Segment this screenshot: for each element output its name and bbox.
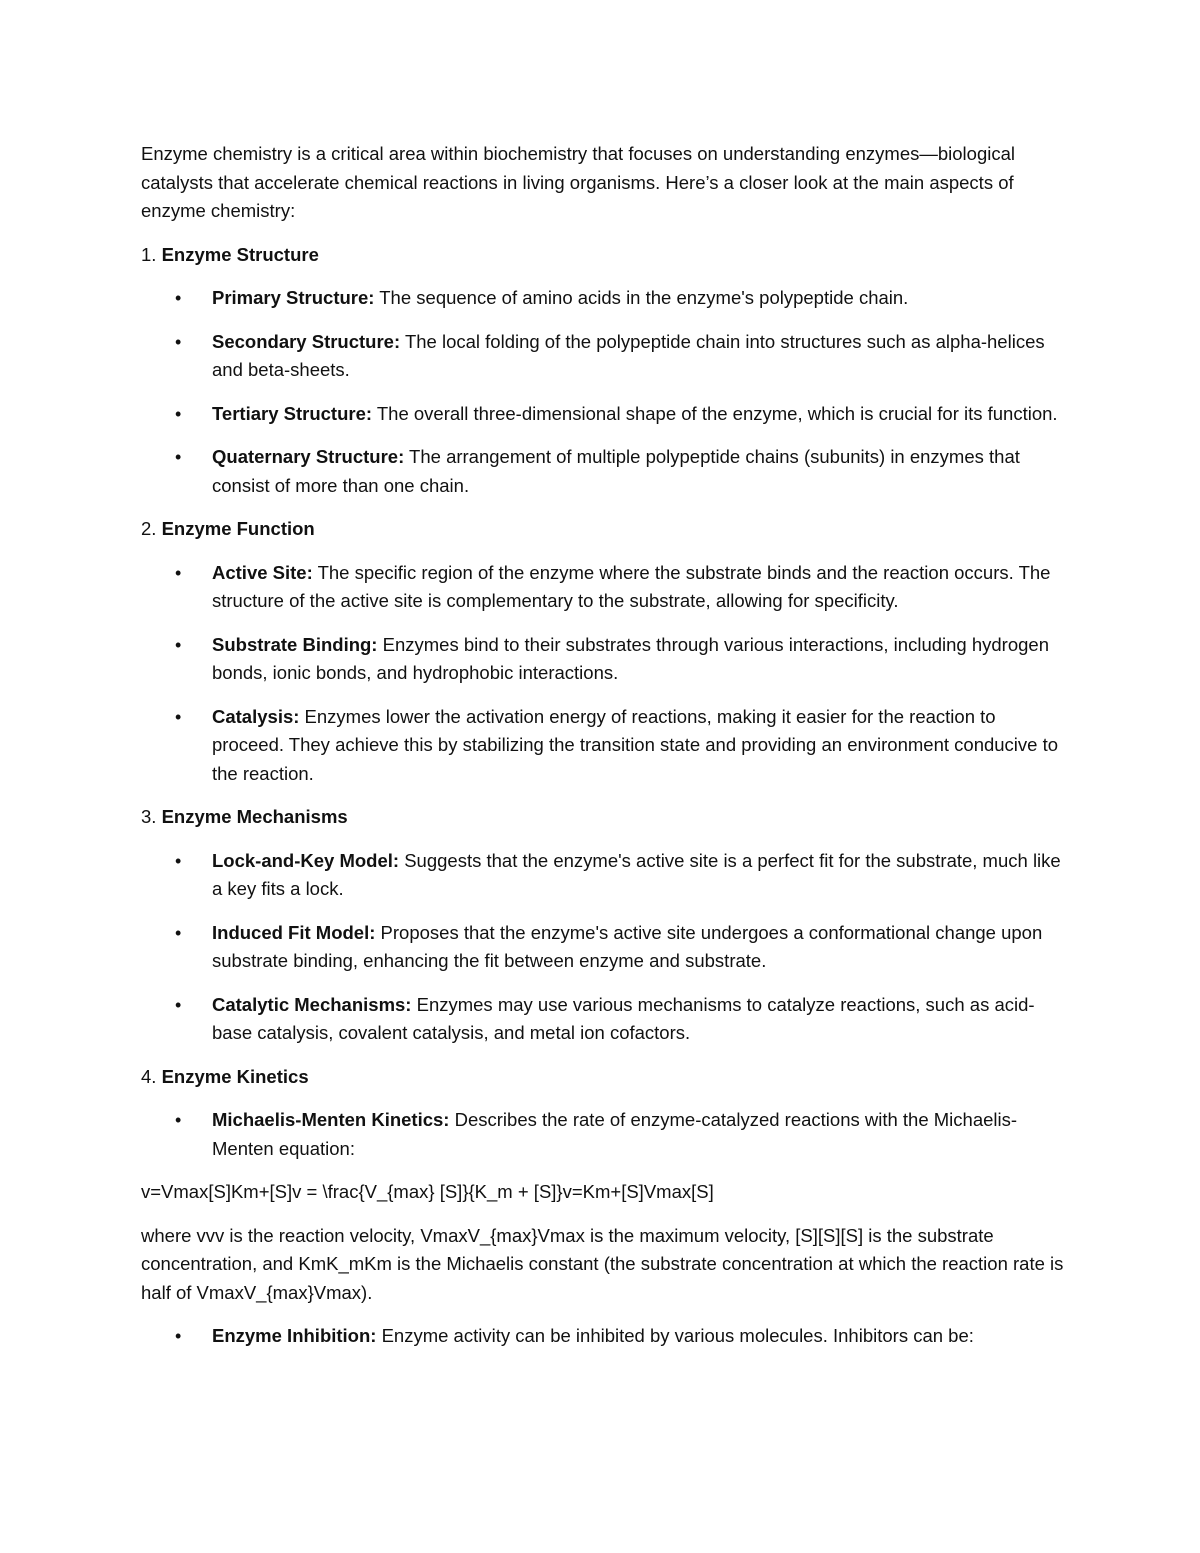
list-item-text: The overall three-dimensional shape of the enzyme, which is crucial for its function.: [372, 402, 1058, 424]
bullet-icon: •: [175, 562, 182, 583]
section-heading-enzyme-structure: [141, 241, 1066, 270]
list-item-term: Lock-and-Key Model:: [212, 849, 400, 871]
bullet-list-enzyme-mechanisms: [141, 847, 1066, 1048]
bullet-icon: •: [175, 288, 182, 308]
list-item-text: Suggests that the enzyme's active site is a perfect fit for the substrate, much like a key fits a lock.: [212, 849, 1061, 899]
list-item-term: Tertiary Structure:: [212, 402, 373, 424]
bullet-icon: •: [175, 1326, 182, 1346]
list-item: [141, 443, 1066, 500]
section-heading-enzyme-kinetics: [141, 1063, 1066, 1092]
bullet-icon: •: [175, 331, 182, 352]
document-page: [141, 140, 1066, 1366]
section-number: 3.: [141, 806, 157, 827]
bullet-icon: •: [175, 994, 182, 1015]
list-item: [141, 284, 1066, 313]
list-item: [141, 703, 1066, 789]
section-title: Enzyme Kinetics: [161, 1065, 309, 1087]
list-item-term: Catalysis:: [212, 705, 300, 727]
bullet-icon: •: [175, 1110, 182, 1130]
section-number: 2.: [141, 518, 157, 539]
list-item-text: The local folding of the polypeptide chain into structures such as alpha-helices and beta-sheets.: [212, 330, 1045, 380]
section-heading-enzyme-mechanisms: [141, 803, 1066, 832]
bullet-icon: •: [175, 922, 182, 943]
list-item: [141, 328, 1066, 385]
list-item-term: Substrate Binding:: [212, 633, 378, 655]
section-title: Enzyme Mechanisms: [161, 806, 348, 827]
list-item: [141, 991, 1066, 1048]
list-item-text: Enzymes bind to their substrates through various interactions, including hydrogen bonds, ionic bonds, and hydrophobic interactions.: [212, 633, 1049, 683]
list-item-term: Catalytic Mechanisms:: [212, 993, 412, 1015]
equation-explanation: where vvv is the reaction velocity, VmaxV_{max}Vmax is the maximum velocity, [S][S][S] is the substrate concentration, and KmK_mKm is the Michaelis constant (the substrate concentration at which the reaction rate is half of VmaxV_{max}Vmax).: [141, 1224, 1064, 1303]
list-item: [141, 559, 1066, 616]
bullet-icon: •: [175, 403, 182, 424]
bullet-list-enzyme-kinetics-continued: [141, 1322, 1066, 1351]
list-item-text: Enzyme activity can be inhibited by various molecules. Inhibitors can be:: [376, 1325, 974, 1346]
list-item: [141, 847, 1066, 904]
list-item-text: Describes the rate of enzyme-catalyzed reactions with the Michaelis-Menten equation:: [212, 1109, 1018, 1159]
list-item-text: The sequence of amino acids in the enzyme's polypeptide chain.: [374, 287, 909, 308]
section-title: Enzyme Function: [161, 518, 315, 539]
list-item-term: Michaelis-Menten Kinetics:: [212, 1109, 450, 1130]
list-item-term: Quaternary Structure:: [212, 446, 405, 467]
list-item-text: The specific region of the enzyme where the substrate binds and the reaction occurs. The structure of the active site is complementary to the substrate, allowing for specificity.: [212, 561, 1051, 611]
bullet-list-enzyme-structure: [141, 284, 1066, 500]
list-item-term: Secondary Structure:: [212, 330, 401, 352]
list-item-term: Induced Fit Model:: [212, 921, 376, 943]
bullet-list-enzyme-kinetics: [141, 1106, 1066, 1163]
bullet-icon: •: [175, 634, 182, 655]
list-item: [141, 1322, 1066, 1351]
list-item-term: Primary Structure:: [212, 287, 375, 308]
bullet-icon: •: [175, 850, 182, 871]
section-title: Enzyme Structure: [161, 243, 319, 265]
list-item: [141, 919, 1066, 976]
bullet-list-enzyme-function: [141, 559, 1066, 789]
section-heading-enzyme-function: [141, 515, 1066, 544]
list-item: [141, 400, 1066, 429]
section-number: 1.: [141, 243, 157, 265]
section-number: 4.: [141, 1065, 157, 1087]
bullet-icon: •: [175, 447, 182, 467]
list-item-text: Enzymes lower the activation energy of reactions, making it easier for the reaction to proceed. They achieve this by stabilizing the transition state and providing an environment conducive to the reaction.: [212, 705, 1059, 784]
list-item-term: Enzyme Inhibition:: [212, 1325, 377, 1346]
list-item-text: Enzymes may use various mechanisms to catalyze reactions, such as acid-base catalysis, covalent catalysis, and metal ion cofactors.: [212, 993, 1035, 1043]
intro-paragraph: Enzyme chemistry is a critical area within biochemistry that focuses on understanding enzymes—biological catalysts that accelerate chemical reactions in living organisms. Here’s a closer look at the main aspects of enzyme chemistry:: [141, 143, 1015, 221]
bullet-icon: •: [175, 706, 182, 727]
list-item: [141, 1106, 1066, 1163]
list-item-term: Active Site:: [212, 561, 313, 583]
list-item-text: The arrangement of multiple polypeptide chains (subunits) in enzymes that consist of more than one chain.: [212, 446, 1020, 496]
michaelis-menten-equation: v=Vmax[S]Km+[S]v = \frac{V_{max} [S]}{K_m + [S]}v=Km+[S]Vmax[S]: [141, 1181, 714, 1202]
list-item-text: Proposes that the enzyme's active site undergoes a conformational change upon substrate binding, enhancing the fit between enzyme and substrate.: [212, 921, 1043, 971]
list-item: [141, 631, 1066, 688]
